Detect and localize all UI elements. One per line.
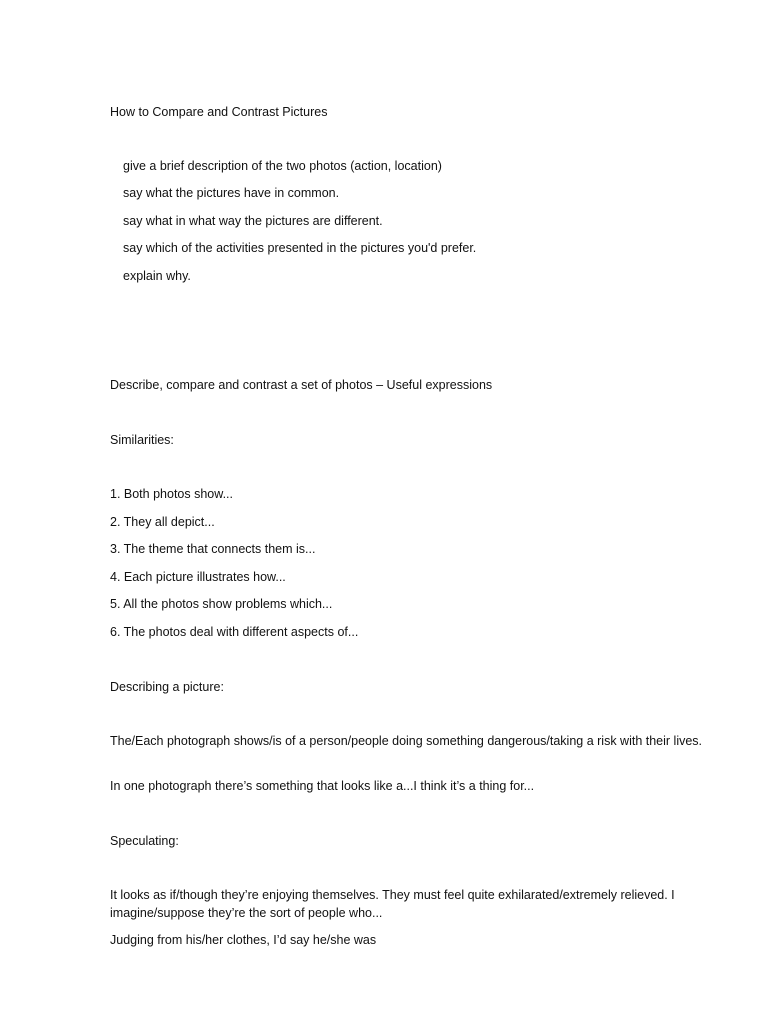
speculating-line: Judging from his/her clothes, I’d say he/she was bbox=[110, 933, 377, 947]
similarity-item: 3. The theme that connects them is... bbox=[110, 542, 316, 556]
similarity-item: 4. Each picture illustrates how... bbox=[110, 570, 286, 584]
similarity-item: 6. The photos deal with different aspects of... bbox=[110, 625, 359, 639]
describing-heading: Describing a picture: bbox=[110, 680, 224, 694]
step-item: explain why. bbox=[123, 269, 191, 283]
step-item: say which of the activities presented in the pictures you'd prefer. bbox=[123, 241, 477, 255]
describing-line: The/Each photograph shows/is of a person/people doing something dangerous/taking a risk with their lives. bbox=[110, 734, 703, 748]
similarity-item: 1. Both photos show... bbox=[110, 487, 233, 501]
similarities-heading: Similarities: bbox=[110, 433, 174, 447]
similarity-item: 5. All the photos show problems which... bbox=[110, 597, 333, 611]
document-title: How to Compare and Contrast Pictures bbox=[110, 105, 328, 119]
speculating-heading: Speculating: bbox=[110, 834, 179, 848]
step-item: say what in what way the pictures are different. bbox=[123, 214, 383, 228]
step-item: say what the pictures have in common. bbox=[123, 186, 340, 200]
section-heading: Describe, compare and contrast a set of photos – Useful expressions bbox=[110, 378, 493, 392]
speculating-line: It looks as if/though they’re enjoying themselves. They must feel quite exhilarated/extremely relieved. I imagine/suppose they’re the sort of people who... bbox=[110, 888, 675, 920]
similarity-item: 2. They all depict... bbox=[110, 515, 215, 529]
step-item: give a brief description of the two photos (action, location) bbox=[123, 159, 442, 173]
describing-line: In one photograph there’s something that looks like a...I think it’s a thing for... bbox=[110, 779, 535, 793]
